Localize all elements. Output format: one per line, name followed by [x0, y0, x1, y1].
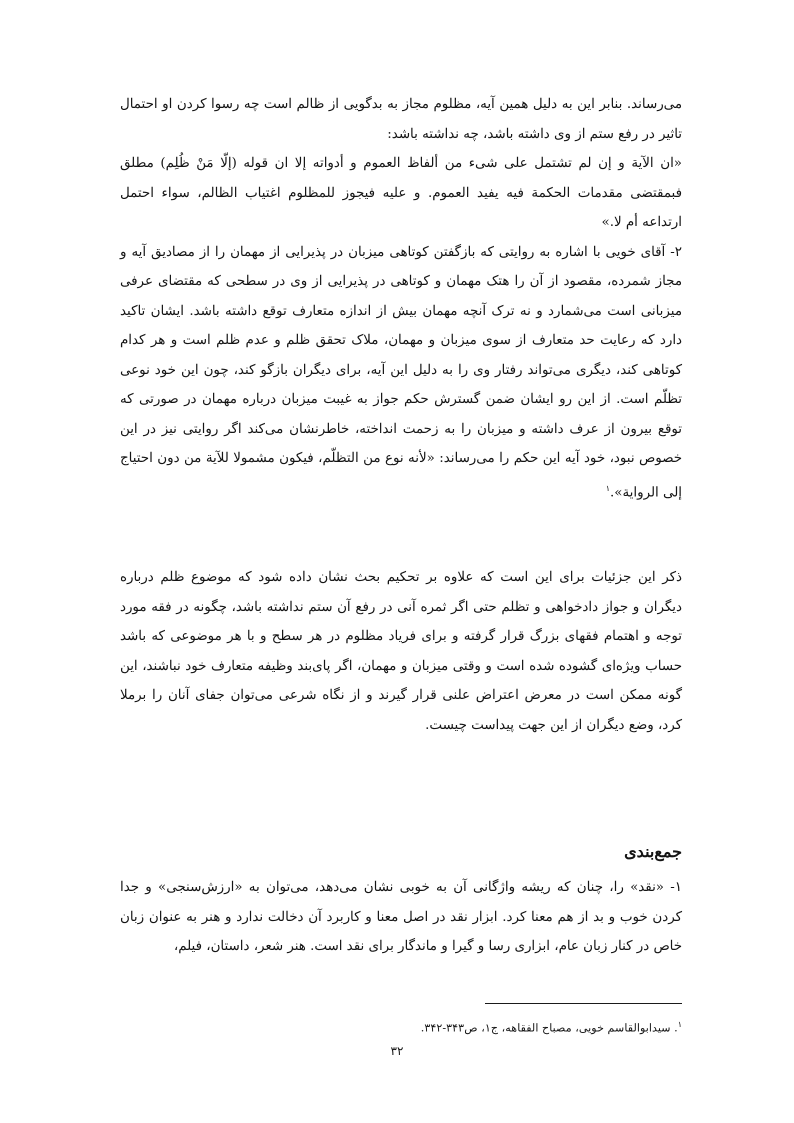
body-text-lower: [120, 873, 682, 962]
footnote-marker: ۱: [677, 1020, 682, 1029]
paragraph-details: ذکر این جزئیات برای این است که علاوه بر تحکیم بحث نشان داده شود که موضوع ظلم درباره دیگران و جواز دادخواهی و تظلم حتی اگر ثمره آنی در رفع آن ستم نداشته باشد، چگونه در فقه مورد توجه و اهتمام فقهای بزرگ قرار گرفته و برای فریاد مظلوم در هر سطح و با هر موضوعی که باشد حساب ویژه‌ای گشوده شده است و وقتی میزبان و مهمان، اگر پای‌بند وظیفه متعارف خود نباشند، این گونه ممکن است در معرض اعتراض علنی قرار گیرند و از نگاه شرعی می‌توان جفای آنان را برملا کرد، وضع دیگران از این جهت پیداست چیست.: [120, 570, 682, 733]
body-text-middle: [120, 563, 682, 740]
page-number: ۳۲: [390, 1044, 404, 1058]
body-text-upper: [120, 90, 682, 507]
footnote-reference: ۱: [605, 483, 611, 493]
footnote-text: . سیدابوالقاسم خویی، مصباح الفقاهه، ج۱، ص۳۴۳-۳۴۲.: [420, 1021, 678, 1035]
section-heading: جمع‌بندی: [624, 842, 682, 861]
paragraph-1: می‌رساند. بنابر این به دلیل همین آیه، مظلوم مجاز به بدگویی از ظالم است چه رسوا کردن او احتمال تاثیر در رفع ستم از وی داشته باشد، چه نداشته باشد:: [120, 97, 682, 142]
paragraph-text: ۲- آقای خویی با اشاره به روایتی که بازگفتن کوتاهی میزبان در پذیرایی از مهمان را از مصادیق آیه و مجاز شمرده، مقصود از آن را هتک مهمان و کوتاهی در پذیرایی از وی در سطحی که مقتضای عرفی میزبانی است می‌شمارد و نه ترک آنچه مهمان بیش از اندازه متعارف توقع داشته باشد. ایشان تاکید دارد که رعایت حد متعارف از سوی میزبان و مهمان، ملاک تحقق ظلم و عدم ظلم است و هر کدام کوتاهی کند، دیگری می‌تواند رفتار وی را به دلیل این آیه، برای دیگران بازگو کند، چون این خود نوعی تظلّم است. از این رو ایشان ضمن گسترش حکم جواز به غیبت میزبان درباره مهمان در صورتی که توقع بیرون از عرف داشته و میزبان را به زحمت انداخته، خاطرنشان می‌کند اگر روایتی نیز در این خصوص نبود، خود آیه این حکم را می‌رساند: «لأنه نوع من التظلّم، فیکون مشمولا للآیة من دون احتیاج إلی الروایة».: [120, 244, 682, 500]
quoted-arabic-paragraph: «ان الآیة و إن لم تشتمل علی شیء من ألفاظ العموم و أدواته إلا ان قوله (إلّا مَنْ ظُلِم) مطلق فبمقتضی مقدمات الحکمة فیه یفید العموم. و علیه فیجوز للمظلوم اغتیاب الظالم، سواء احتمل ارتداعه أم لا.»: [120, 156, 682, 230]
footnote-divider: [485, 1003, 682, 1004]
paragraph-khoei-narration: [120, 238, 682, 508]
summary-paragraph-1: ۱- «نقد» را، چنان که ریشه واژگانی آن به خوبی نشان می‌دهد، می‌توان به «ارزش‌سنجی» و جدا کردن خوب و بد از هم معنا کرد. ابزار نقد در اصل معنا و کاربرد آن دخالت ندارد و هنر به عنوان زبان خاص در کنار زبان عام، ابزاری رسا و گیرا و ماندگار برای نقد است. هنر شعر، داستان، فیلم،: [120, 880, 682, 954]
footnote: [300, 1016, 682, 1038]
